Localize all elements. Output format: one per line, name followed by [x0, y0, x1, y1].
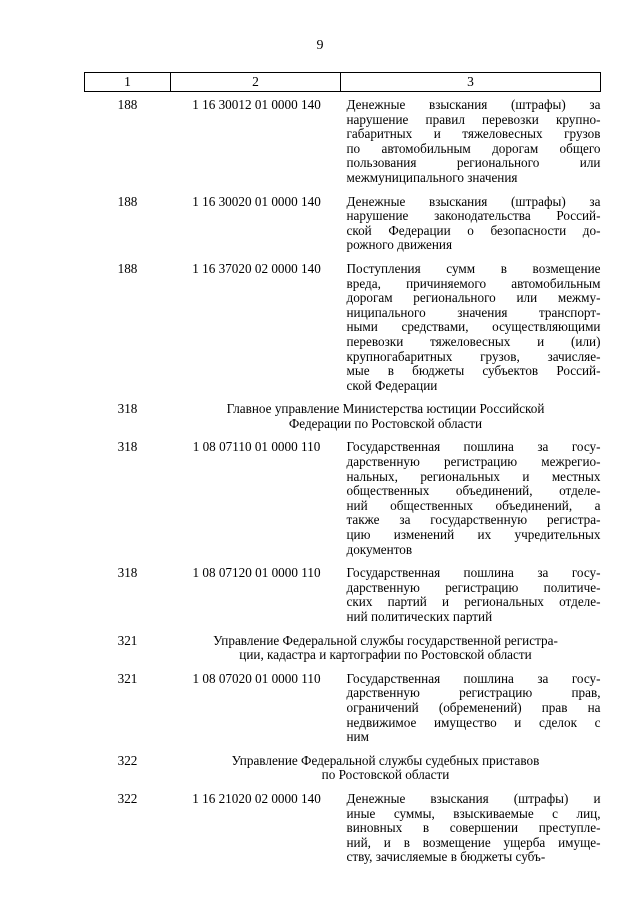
description-line: Государственная пошлина за госу- — [346, 670, 601, 686]
org-name-cell — [171, 634, 601, 672]
org-header-row — [85, 402, 601, 440]
admin-code-cell: 318 — [117, 439, 138, 455]
description-line: ской Федерации о безопасности до- — [346, 222, 601, 238]
org-name-line: Управление Федеральной службы судебных приставов — [231, 752, 540, 768]
table-row — [85, 792, 601, 874]
admin-code-cell: 318 — [117, 401, 138, 417]
description-line: цию изменений их учредительных — [346, 527, 601, 543]
description-line: ству, зачисляемые в бюджеты субъ- — [346, 849, 546, 865]
description-cell — [341, 195, 601, 262]
description-cell — [341, 440, 601, 566]
page-number: 9 — [316, 38, 324, 53]
revenue-code-cell: 1 16 30020 01 0000 140 — [192, 193, 321, 209]
org-name-line: Главное управление Министерства юстиции Российской — [226, 401, 545, 417]
description-line: пользования регионального или — [346, 155, 601, 171]
admin-code-cell: 318 — [117, 565, 138, 581]
description-cell — [341, 566, 601, 633]
description-line: ний общественных объединений, а — [346, 497, 601, 513]
description-line: ской Федерации — [346, 377, 438, 393]
admin-code-cell: 188 — [117, 260, 138, 276]
description-line: Государственная пошлина за госу- — [346, 439, 601, 455]
description-cell — [341, 792, 601, 874]
description-line: ограничений (обременений) прав на — [346, 699, 601, 715]
revenue-code-cell: 1 16 21020 02 0000 140 — [192, 790, 321, 806]
table-body — [85, 92, 601, 874]
org-name-line: ции, кадастра и картографии по Ростовской области — [239, 647, 532, 663]
description-line: ниципального значения транспорт- — [346, 304, 601, 320]
admin-code-cell: 322 — [117, 790, 138, 806]
admin-code-cell: 322 — [117, 752, 138, 768]
admin-code-cell: 321 — [117, 632, 138, 648]
org-name-cell — [171, 754, 601, 792]
description-cell — [341, 92, 601, 195]
description-line: недвижимое имущество и сделок с — [346, 714, 601, 730]
description-line: дарственную регистрацию межрегио- — [346, 454, 601, 470]
admin-code-cell: 188 — [117, 97, 138, 112]
column-header-3: 3 — [341, 73, 601, 92]
table-row — [85, 262, 601, 402]
description-line: нальных, региональных и местных — [346, 468, 601, 484]
description-line: габаритных и тяжеловесных грузов — [346, 126, 601, 142]
revenue-code-cell: 1 16 37020 02 0000 140 — [192, 260, 321, 276]
org-name-line: Федерации по Ростовской области — [288, 415, 483, 431]
table-row — [85, 566, 601, 633]
description-line: Поступления сумм в возмещение — [346, 260, 601, 276]
table-row — [85, 440, 601, 566]
description-line: Денежные взыскания (штрафы) за — [346, 97, 601, 112]
description-line: также за государственную регистра- — [346, 512, 601, 528]
admin-code-cell: 188 — [117, 193, 138, 209]
description-line: мые в бюджеты субъектов Россий- — [346, 363, 601, 379]
column-header-2: 2 — [171, 73, 341, 92]
description-line: Государственная пошлина за госу- — [346, 565, 601, 581]
description-line: дорогам регионального или межму- — [346, 290, 601, 306]
description-line: иные суммы, взыскиваемые с лиц, — [346, 805, 601, 821]
admin-code-cell: 321 — [117, 670, 138, 686]
description-line: Денежные взыскания (штрафы) и — [346, 790, 601, 806]
description-line: общественных объединений, отделе- — [346, 483, 601, 499]
description-line: ских партий и региональных отделе- — [346, 594, 601, 610]
column-header-1: 1 — [85, 73, 171, 92]
org-header-row — [85, 754, 601, 792]
description-line: дарственную регистрацию политиче- — [346, 579, 601, 595]
revenue-codes-table — [84, 72, 601, 874]
revenue-code-cell: 1 08 07020 01 0000 110 — [192, 670, 321, 686]
org-name-line: по Ростовской области — [321, 767, 450, 783]
description-line: Денежные взыскания (штрафы) за — [346, 193, 601, 209]
description-line: межмуниципального значения — [346, 169, 518, 185]
org-header-row — [85, 634, 601, 672]
description-line: ним — [346, 729, 369, 745]
table-row — [85, 92, 601, 195]
table-row — [85, 195, 601, 262]
revenue-code-cell: 1 16 30012 01 0000 140 — [192, 97, 321, 112]
description-line: ний, и в возмещение ущерба имуще- — [346, 834, 601, 850]
description-line: крупногабаритных грузов, зачисляе- — [346, 348, 601, 364]
revenue-code-cell: 1 08 07110 01 0000 110 — [192, 439, 321, 455]
table-header-row — [85, 73, 601, 92]
description-line: нарушение законодательства Россий- — [346, 208, 601, 224]
table-row — [85, 672, 601, 754]
revenue-code-cell: 1 08 07120 01 0000 110 — [192, 565, 321, 581]
description-line: документов — [346, 541, 413, 557]
description-line: дарственную регистрацию прав, — [346, 685, 601, 701]
description-line: нарушение правил перевозки крупно- — [346, 111, 601, 127]
description-line: виновных в совершении преступле- — [346, 820, 601, 836]
description-line: ными средствами, осуществляющими — [346, 319, 601, 335]
description-cell — [341, 672, 601, 754]
org-name-line: Управление Федеральной службы государственной регистра- — [213, 632, 558, 648]
description-line: ний политических партий — [346, 609, 493, 624]
description-line: рожного движения — [346, 237, 453, 253]
org-name-cell — [171, 402, 601, 440]
description-line: вреда, причиняемого автомобильным — [346, 275, 601, 291]
description-line: перевозки тяжеловесных и (или) — [346, 333, 601, 349]
description-line: по автомобильным дорогам общего — [346, 140, 601, 156]
description-cell — [341, 262, 601, 402]
